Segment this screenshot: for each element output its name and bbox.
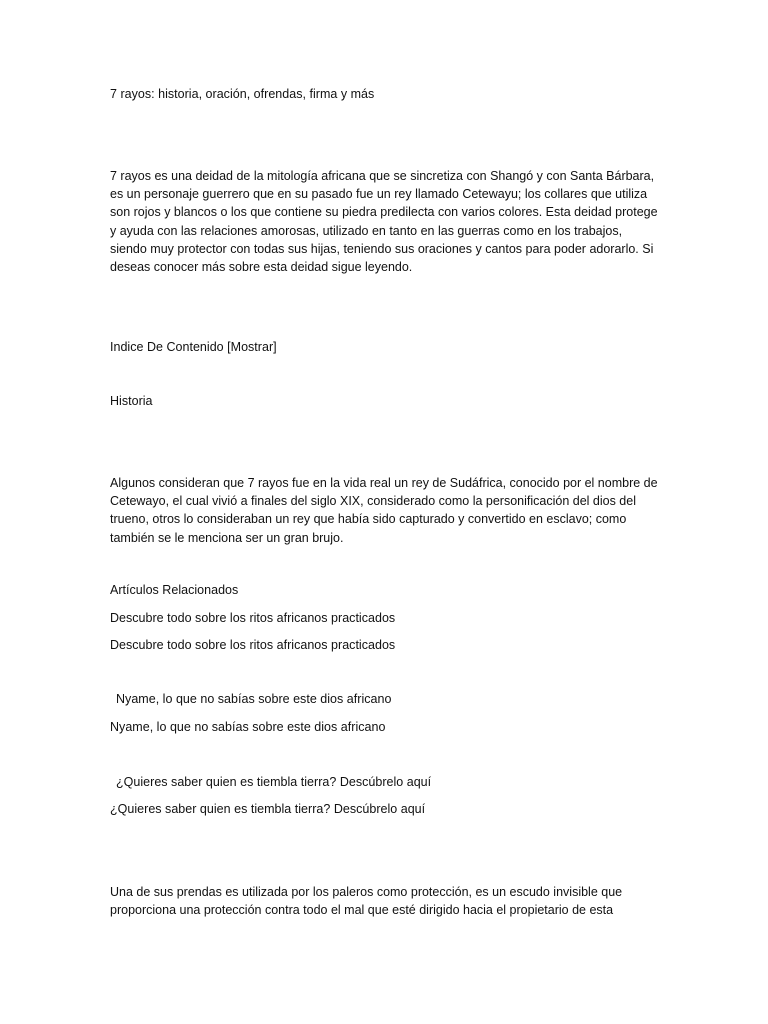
- related-articles-heading: Artículos Relacionados: [110, 583, 239, 597]
- section-heading-historia: Historia: [110, 394, 153, 408]
- history-paragraph: Algunos consideran que 7 rayos fue en la vida real un rey de Sudáfrica, conocido por el nombre de Cetewayo, el cual vivió a finales del siglo XIX, considerado como la personificación del dios del trueno, otros lo consideraban un rey que había sido capturado y convertido en esclavo; como también se le menciona ser un gran brujo.: [110, 476, 658, 545]
- related-article-link[interactable]: Nyame, lo que no sabías sobre este dios africano: [116, 692, 392, 706]
- related-article-link[interactable]: ¿Quieres saber quien es tiembla tierra? Descúbrelo aquí: [116, 775, 432, 789]
- related-article-link[interactable]: ¿Quieres saber quien es tiembla tierra? Descúbrelo aquí: [110, 802, 426, 816]
- related-article-link[interactable]: Descubre todo sobre los ritos africanos practicados: [110, 638, 396, 652]
- related-article-link[interactable]: Descubre todo sobre los ritos africanos practicados: [110, 611, 396, 625]
- intro-paragraph: 7 rayos es una deidad de la mitología africana que se sincretiza con Shangó y con Santa Bárbara, es un personaje guerrero que en su pasado fue un rey llamado Cetewayu; los collares que utiliza son rojos y blancos o los que contiene su piedra predilecta con varios colores. Esta deidad protege y ayuda con las relaciones amorosas, utilizado en tanto en las guerras como en los trabajos, siendo muy protector con todas sus hijas, teniendo sus oraciones y cantos para poder adorarlo. Si deseas conocer más sobre esta deidad sigue leyendo.: [110, 169, 658, 275]
- related-article-link[interactable]: Nyame, lo que no sabías sobre este dios africano: [110, 720, 386, 734]
- table-of-contents-toggle[interactable]: Indice De Contenido [Mostrar]: [110, 340, 277, 354]
- closing-paragraph: Una de sus prendas es utilizada por los paleros como protección, es un escudo invisible que proporciona una protección contra todo el mal que esté dirigido hacia el propietario de esta: [110, 885, 623, 918]
- document-title: 7 rayos: historia, oración, ofrendas, firma y más: [110, 87, 375, 101]
